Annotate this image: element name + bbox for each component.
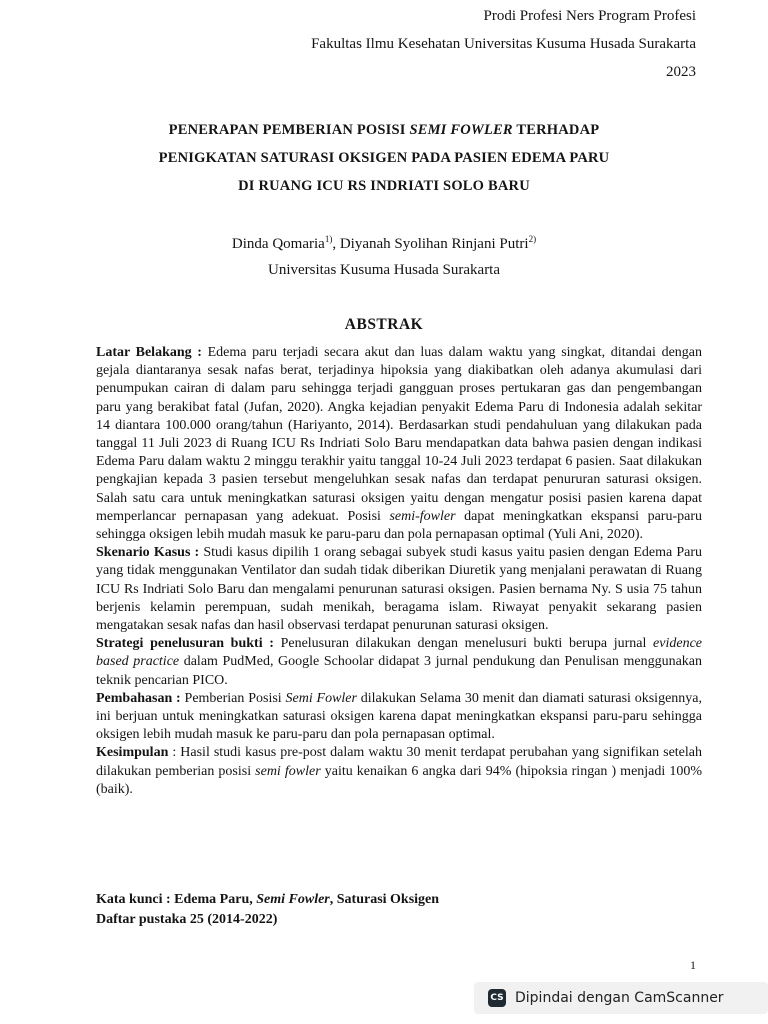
title-line-2: PENIGKATAN SATURASI OKSIGEN PADA PASIEN EDEMA PARU — [158, 150, 610, 166]
author-list: Dinda Qomaria$^{1)}$, Diyanah Syolihan Rinjani Putri$^{2)}$ — [231, 234, 537, 252]
page-number: 1 — [690, 958, 696, 972]
header-faculty: Fakultas Ilmu Kesehatan Universitas Kusuma Husada Surakarta — [311, 36, 696, 52]
section-strategi: Strategi penelusuran bukti : Penelusuran dilakukan dengan menelusuri bukti berupa jurnal evidence based practice dalam PudMed, Google Schoolar didapat 3 jurnal pendukung dan Penulisan menggunakan teknik pencarian PICO. — [96, 636, 702, 688]
abstract-body — [96, 344, 702, 799]
keywords-line: Kata kunci : Edema Paru, Semi Fowler, Saturasi Oksigen — [96, 892, 440, 907]
section-skenario-kasus: Skenario Kasus : Studi kasus dipilih 1 orang sebagai subyek studi kasus yaitu pasien dengan Edema Paru yang tidak menggunakan Ventilator dan sudah tidak diberikan Diuretik yang menjalani perawatan di Ruang ICU Rs Indriati Solo Baru dan mengalami penurunan saturasi oksigen. Pasien bernama Ny. S usia 75 tahun berjenis kelamin perempuan, sudah menikah, beragama islam. Riwayat penyakit sekarang pasien mengatakan sesak nafas dan hasil observasi terdapat penurunan saturasi oksigen. — [96, 545, 702, 634]
author-2: Diyanah Syolihan Rinjani Putri — [339, 236, 529, 252]
author-1: Dinda Qomaria — [231, 236, 325, 252]
title-line-3: DI RUANG ICU RS INDRIATI SOLO BARU — [238, 178, 530, 194]
keywords-block — [96, 890, 702, 930]
title-line-1: PENERAPAN PEMBERIAN POSISI SEMI FOWLER TERHADAP — [168, 122, 600, 138]
header-program: Prodi Profesi Ners Program Profesi — [483, 8, 696, 24]
affiliation: Universitas Kusuma Husada Surakarta — [267, 262, 501, 278]
camscanner-logo-icon: CS — [488, 989, 506, 1007]
watermark-text: Dipindai dengan CamScanner — [515, 990, 724, 1006]
section-pembahasan: Pembahasan : Pemberian Posisi Semi Fowler dilakukan Selama 30 menit dan diamati saturasi oksigennya, ini berjuan untuk meningkatkan saturasi oksigen karena dapat meningkatkan ekspansi paru-paru sehingga oksigen lebih mudah masuk ke paru-paru dan pola pernapasan optimal. — [96, 690, 702, 743]
camscanner-watermark — [474, 982, 768, 1014]
section-kesimpulan: Kesimpulan : Hasil studi kasus pre-post dalam waktu 30 menit terdapat perubahan yang signifikan setelah dilakukan pemberian posisi semi fowler yaitu kenaikan 6 angka dari 94% (hipoksia ringan ) menjadi 100% (baik). — [96, 745, 703, 797]
header-year: 2023 — [666, 64, 696, 80]
section-latar-belakang: Latar Belakang : Edema paru terjadi secara akut dan luas dalam waktu yang singkat, ditandai dengan gejala diantaranya sesak nafas berat, terjadinya hipoksia yang diakibatkan oleh adanya akumulasi dari penumpukan cairan di dalam paru sehingga terjadi gangguan proses pertukaran gas dan pengembangan paru yang berakibat fatal (Jufan, 2020). Angka kejadian penyakit Edema Paru di Indonesia adalah sekitar 14 diantara 100.000 orang/tahun (Hariyanto, 2014). Berdasarkan studi pendahuluan yang dilakukan pada tanggal 11 Juli 2023 di Ruang ICU Rs Indriati Solo Baru mendapatkan data bahwa pasien dengan indikasi Edema Paru dalam waktu 2 minggu terakhir yaitu tanggal 10-24 Juli 2023 terdapat 6 pasien. Saat dilakukan pengkajian kepada 3 pasien tersebut mengeluhkan sesak nafas dan terdapat penururan saturasi oksigen. Salah satu cara untuk meningkatkan saturasi oksigen yaitu dengan mengatur posisi pasien karena dapat memperlancar pernapasan yang adekuat. Posisi semi-fowler dapat meningkatkan ekspansi paru-paru sehingga oksigen lebih mudah masuk ke paru-paru dan pola pernapasan optimal (Yuli Ani, 2020). — [96, 345, 702, 543]
abstract-heading: ABSTRAK — [344, 316, 424, 333]
references-count: Daftar pustaka 25 (2014-2022) — [96, 912, 278, 927]
